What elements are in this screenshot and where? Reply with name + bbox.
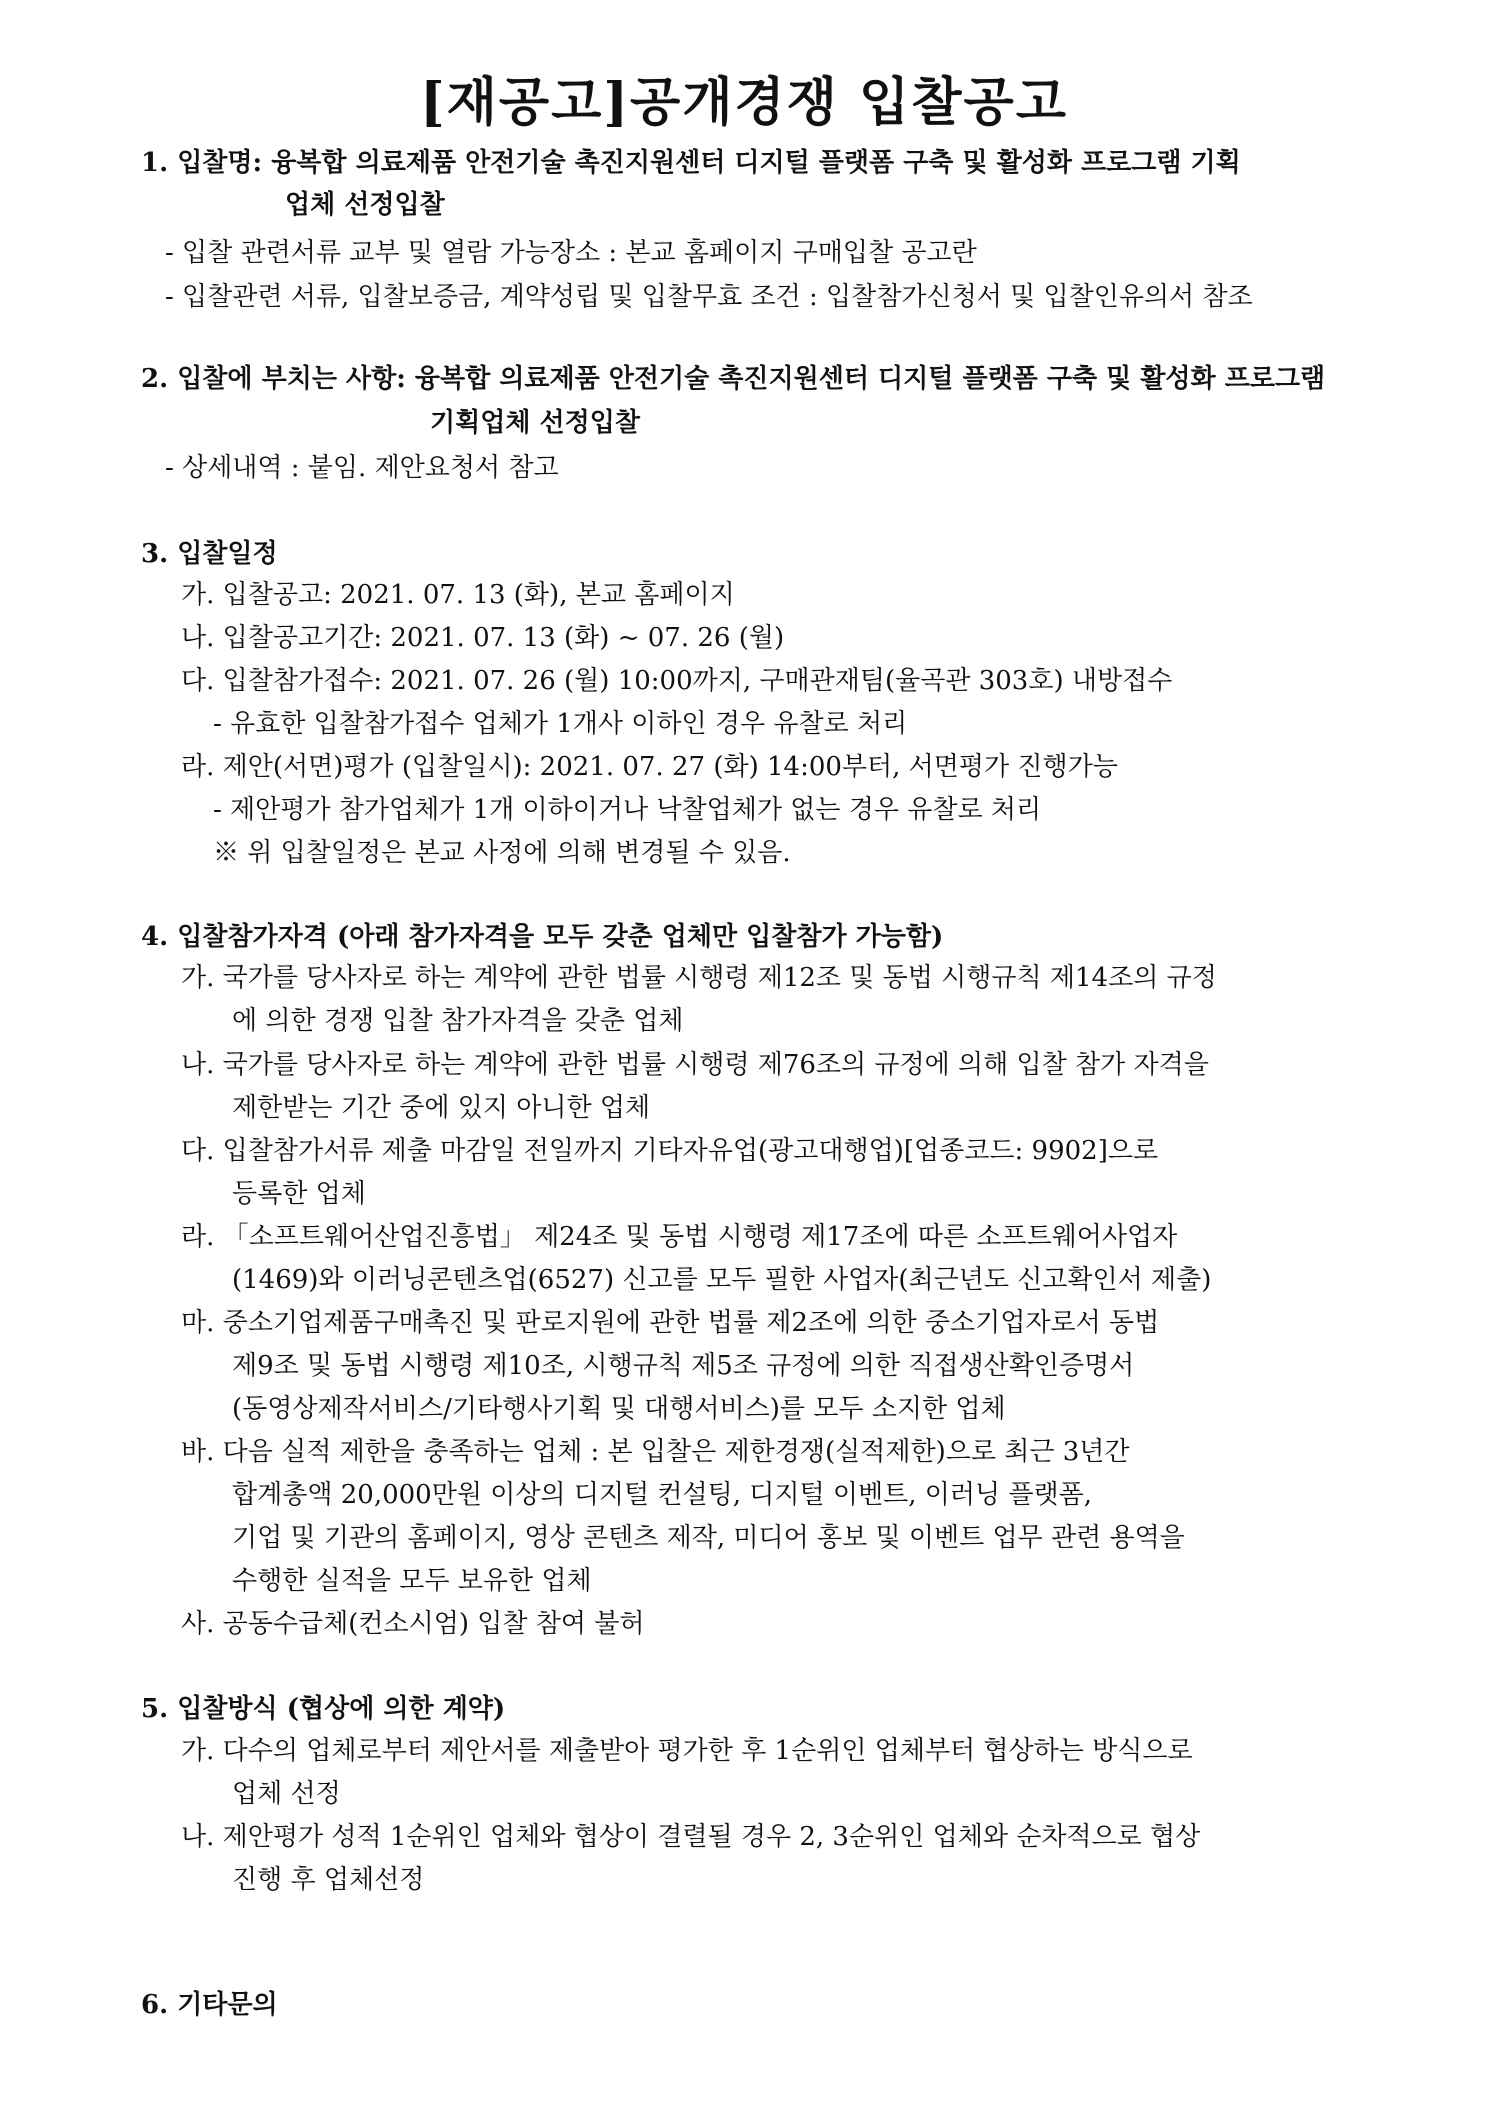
- qualification-ma-line-1: 마. 중소기업제품구매촉진 및 판로지원에 관한 법률 제2조에 의한 중소기업자로서 동법: [181, 1308, 1160, 1338]
- section-1-heading-cont: 업체 선정입찰: [285, 190, 445, 220]
- section-4-heading: 4. 입찰참가자격 (아래 참가자격을 모두 갖춘 업체만 입찰참가 가능함): [141, 922, 944, 952]
- section-2-heading: 2. 입찰에 부치는 사항: 융복합 의료제품 안전기술 촉진지원센터 디지털 플랫폼 구축 및 활성화 프로그램: [141, 364, 1326, 394]
- qualification-ra-line-1: 라. 「소프트웨어산업진흥법」 제24조 및 동법 시행령 제17조에 따른 소프트웨어사업자: [181, 1222, 1178, 1252]
- section-6-heading: 6. 기타문의: [141, 1990, 278, 2020]
- method-na-line-1: 나. 제안평가 성적 1순위인 업체와 협상이 결렬될 경우 2, 3순위인 업체와 순차적으로 협상: [181, 1822, 1201, 1852]
- section-2-heading-cont: 기획업체 선정입찰: [430, 408, 640, 438]
- qualification-ba-line-4: 수행한 실적을 모두 보유한 업체: [232, 1566, 592, 1596]
- method-ga-line-1: 가. 다수의 업체로부터 제안서를 제출받아 평가한 후 1순위인 업체부터 협상하는 방식으로: [181, 1736, 1193, 1766]
- page-title: [재공고]공개경쟁 입찰공고: [420, 72, 1068, 133]
- method-na-line-2: 진행 후 업체선정: [232, 1865, 425, 1895]
- qualification-sa-line-1: 사. 공동수급체(컨소시엄) 입찰 참여 불허: [181, 1609, 645, 1639]
- qualification-da-line-2: 등록한 업체: [232, 1179, 366, 1209]
- qualification-ba-line-1: 바. 다음 실적 제한을 충족하는 업체 : 본 입찰은 제한경쟁(실적제한)으로 최근 3년간: [181, 1437, 1130, 1467]
- qualification-na-line-2: 제한받는 기간 중에 있지 아니한 업체: [232, 1093, 651, 1123]
- schedule-item-ga: 가. 입찰공고: 2021. 07. 13 (화), 본교 홈페이지: [181, 580, 735, 610]
- qualification-ga-line-1: 가. 국가를 당사자로 하는 계약에 관한 법률 시행령 제12조 및 동법 시행규칙 제14조의 규정: [181, 963, 1217, 993]
- qualification-ba-line-2: 합계총액 20,000만원 이상의 디지털 컨설팅, 디지털 이벤트, 이러닝 플랫폼,: [232, 1480, 1093, 1510]
- schedule-item-ra-note: - 제안평가 참가업체가 1개 이하이거나 낙찰업체가 없는 경우 유찰로 처리: [213, 795, 1042, 825]
- section-3-heading: 3. 입찰일정: [141, 539, 278, 569]
- section-2-bullet-1: - 상세내역 : 붙임. 제안요청서 참고: [165, 453, 559, 483]
- schedule-item-na: 나. 입찰공고기간: 2021. 07. 13 (화) ~ 07. 26 (월): [181, 623, 785, 653]
- qualification-na-line-1: 나. 국가를 당사자로 하는 계약에 관한 법률 시행령 제76조의 규정에 의해 입찰 참가 자격을: [181, 1050, 1209, 1080]
- schedule-item-da-note: - 유효한 입찰참가접수 업체가 1개사 이하인 경우 유찰로 처리: [213, 709, 908, 739]
- qualification-da-line-1: 다. 입찰참가서류 제출 마감일 전일까지 기타자유업(광고대행업)[업종코드: 9902]으로: [181, 1136, 1159, 1166]
- section-1-bullet-1: - 입찰 관련서류 교부 및 열람 가능장소 : 본교 홈페이지 구매입찰 공고란: [165, 238, 977, 268]
- section-1-heading: 1. 입찰명: 융복합 의료제품 안전기술 촉진지원센터 디지털 플랫폼 구축 및 활성화 프로그램 기획: [141, 148, 1241, 178]
- section-1-bullet-2: - 입찰관련 서류, 입찰보증금, 계약성립 및 입찰무효 조건 : 입찰참가신청서 및 입찰인유의서 참조: [165, 282, 1253, 312]
- qualification-ra-line-2: (1469)와 이러닝콘텐츠업(6527) 신고를 모두 필한 사업자(최근년도 신고확인서 제출): [232, 1265, 1212, 1295]
- section-5-heading: 5. 입찰방식 (협상에 의한 계약): [141, 1694, 506, 1724]
- schedule-item-ra: 라. 제안(서면)평가 (입찰일시): 2021. 07. 27 (화) 14:00부터, 서면평가 진행가능: [181, 752, 1118, 782]
- qualification-ga-line-2: 에 의한 경쟁 입찰 참가자격을 갖춘 업체: [232, 1006, 684, 1036]
- qualification-ma-line-2: 제9조 및 동법 시행령 제10조, 시행규칙 제5조 규정에 의한 직접생산확인증명서: [232, 1351, 1135, 1381]
- qualification-ba-line-3: 기업 및 기관의 홈페이지, 영상 콘텐츠 제작, 미디어 홍보 및 이벤트 업무 관련 용역을: [232, 1523, 1185, 1553]
- qualification-ma-line-3: (동영상제작서비스/기타행사기획 및 대행서비스)를 모두 소지한 업체: [232, 1394, 1006, 1424]
- method-ga-line-2: 업체 선정: [232, 1779, 341, 1809]
- schedule-item-da: 다. 입찰참가접수: 2021. 07. 26 (월) 10:00까지, 구매관재팀(율곡관 303호) 내방접수: [181, 666, 1173, 696]
- schedule-notice: ※ 위 입찰일정은 본교 사정에 의해 변경될 수 있음.: [213, 838, 791, 868]
